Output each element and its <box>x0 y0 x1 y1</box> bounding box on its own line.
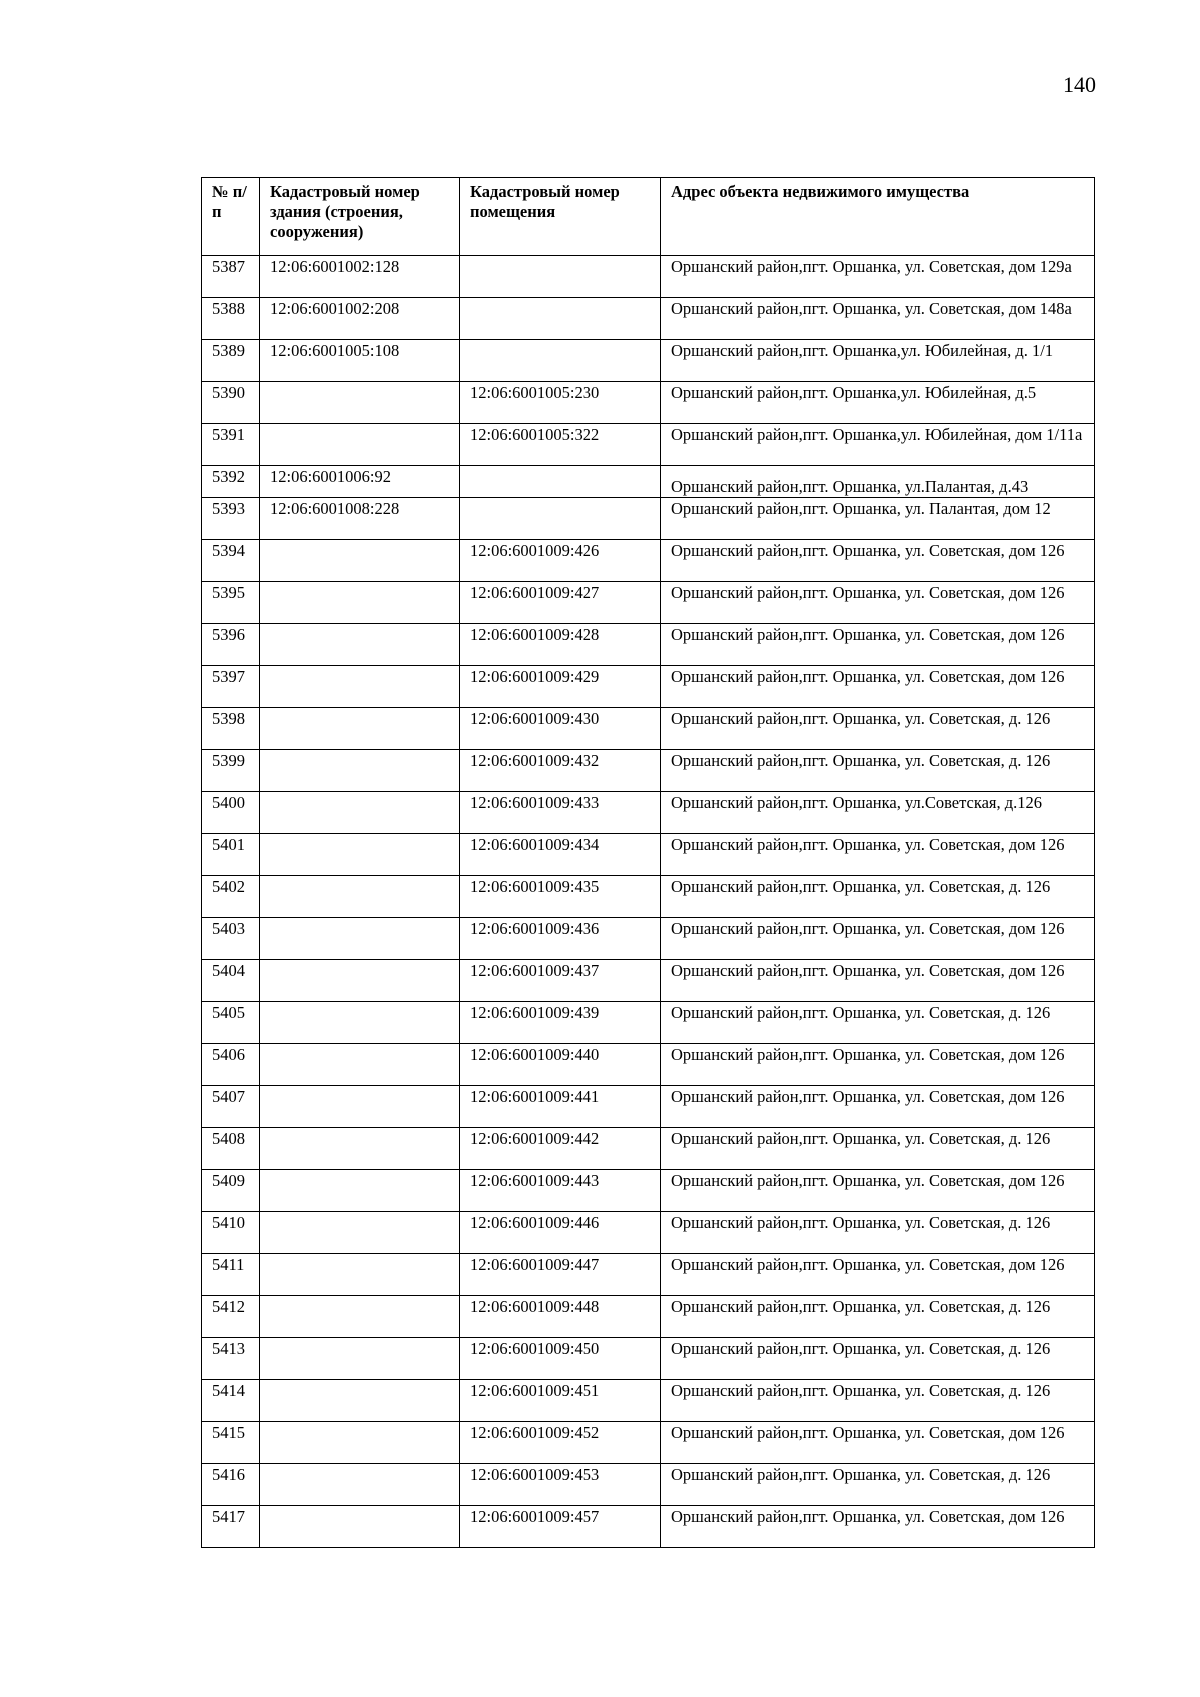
premise-cadastral-number <box>460 466 661 498</box>
object-address: Оршанский район,пгт. Оршанка, ул. Советская, д. 126 <box>661 1212 1095 1254</box>
building-cadastral-number <box>260 1254 460 1296</box>
object-address: Оршанский район,пгт. Оршанка, ул. Советская, д. 126 <box>661 876 1095 918</box>
object-address: Оршанский район,пгт. Оршанка, ул. Советская, дом 126 <box>661 540 1095 582</box>
building-cadastral-number <box>260 1338 460 1380</box>
table-row <box>202 582 1095 624</box>
building-cadastral-number <box>260 540 460 582</box>
premise-cadastral-number <box>460 498 661 540</box>
row-num: 5415 <box>202 1422 260 1464</box>
table-row <box>202 792 1095 834</box>
building-cadastral-number <box>260 960 460 1002</box>
object-address: Оршанский район,пгт. Оршанка, ул.Палантая, д.43 <box>661 466 1095 498</box>
table-row <box>202 624 1095 666</box>
table-body <box>202 256 1095 1548</box>
building-cadastral-number <box>260 624 460 666</box>
object-address: Оршанский район,пгт. Оршанка, ул. Советская, дом 126 <box>661 918 1095 960</box>
building-cadastral-number: 12:06:6001006:92 <box>260 466 460 498</box>
row-num: 5397 <box>202 666 260 708</box>
premise-cadastral-number <box>460 298 661 340</box>
object-address: Оршанский район,пгт. Оршанка, ул. Советская, дом 126 <box>661 1422 1095 1464</box>
premise-cadastral-number: 12:06:6001009:452 <box>460 1422 661 1464</box>
table-row <box>202 834 1095 876</box>
table-row <box>202 540 1095 582</box>
row-num: 5399 <box>202 750 260 792</box>
building-cadastral-number <box>260 1422 460 1464</box>
premise-cadastral-number: 12:06:6001009:434 <box>460 834 661 876</box>
building-cadastral-number <box>260 382 460 424</box>
premise-cadastral-number: 12:06:6001009:428 <box>460 624 661 666</box>
table-row <box>202 1506 1095 1548</box>
object-address: Оршанский район,пгт. Оршанка, ул. Палантая, дом 12 <box>661 498 1095 540</box>
object-address: Оршанский район,пгт. Оршанка, ул. Советская, дом 126 <box>661 1086 1095 1128</box>
row-num: 5394 <box>202 540 260 582</box>
header-premise-cadastral: Кадастровый номер помещения <box>460 178 661 256</box>
premise-cadastral-number: 12:06:6001009:429 <box>460 666 661 708</box>
premise-cadastral-number: 12:06:6001009:448 <box>460 1296 661 1338</box>
table-row <box>202 298 1095 340</box>
premise-cadastral-number: 12:06:6001009:437 <box>460 960 661 1002</box>
premise-cadastral-number: 12:06:6001009:430 <box>460 708 661 750</box>
row-num: 5413 <box>202 1338 260 1380</box>
building-cadastral-number <box>260 876 460 918</box>
object-address: Оршанский район,пгт. Оршанка,ул. Юбилейная, д.5 <box>661 382 1095 424</box>
table-row <box>202 1212 1095 1254</box>
object-address: Оршанский район,пгт. Оршанка, ул. Советская, д. 126 <box>661 750 1095 792</box>
object-address: Оршанский район,пгт. Оршанка, ул. Советская, дом 148а <box>661 298 1095 340</box>
building-cadastral-number <box>260 1296 460 1338</box>
premise-cadastral-number: 12:06:6001005:230 <box>460 382 661 424</box>
building-cadastral-number <box>260 834 460 876</box>
premise-cadastral-number: 12:06:6001009:426 <box>460 540 661 582</box>
row-num: 5398 <box>202 708 260 750</box>
row-num: 5404 <box>202 960 260 1002</box>
object-address: Оршанский район,пгт. Оршанка, ул. Советская, дом 126 <box>661 1254 1095 1296</box>
object-address: Оршанский район,пгт. Оршанка, ул. Советская, д. 126 <box>661 1002 1095 1044</box>
object-address: Оршанский район,пгт. Оршанка, ул. Советская, д. 126 <box>661 1464 1095 1506</box>
row-num: 5412 <box>202 1296 260 1338</box>
building-cadastral-number <box>260 1128 460 1170</box>
row-num: 5396 <box>202 624 260 666</box>
table-row <box>202 708 1095 750</box>
object-address: Оршанский район,пгт. Оршанка, ул. Советская, д. 126 <box>661 1380 1095 1422</box>
building-cadastral-number <box>260 1170 460 1212</box>
building-cadastral-number <box>260 1506 460 1548</box>
building-cadastral-number <box>260 424 460 466</box>
premise-cadastral-number: 12:06:6001009:435 <box>460 876 661 918</box>
row-num: 5416 <box>202 1464 260 1506</box>
building-cadastral-number <box>260 750 460 792</box>
object-address: Оршанский район,пгт. Оршанка, ул. Советская, д. 126 <box>661 1128 1095 1170</box>
row-num: 5391 <box>202 424 260 466</box>
premise-cadastral-number: 12:06:6001009:441 <box>460 1086 661 1128</box>
premise-cadastral-number: 12:06:6001009:439 <box>460 1002 661 1044</box>
building-cadastral-number <box>260 792 460 834</box>
premise-cadastral-number: 12:06:6001009:433 <box>460 792 661 834</box>
table-row <box>202 1086 1095 1128</box>
premise-cadastral-number: 12:06:6001009:427 <box>460 582 661 624</box>
object-address: Оршанский район,пгт. Оршанка, ул.Советская, д.126 <box>661 792 1095 834</box>
table-row <box>202 1044 1095 1086</box>
building-cadastral-number: 12:06:6001005:108 <box>260 340 460 382</box>
row-num: 5400 <box>202 792 260 834</box>
table-row <box>202 424 1095 466</box>
premise-cadastral-number: 12:06:6001009:457 <box>460 1506 661 1548</box>
premise-cadastral-number: 12:06:6001009:436 <box>460 918 661 960</box>
table-row <box>202 1254 1095 1296</box>
premise-cadastral-number: 12:06:6001009:432 <box>460 750 661 792</box>
object-address: Оршанский район,пгт. Оршанка, ул. Советская, дом 126 <box>661 624 1095 666</box>
table-row <box>202 1422 1095 1464</box>
table-row <box>202 1380 1095 1422</box>
row-num: 5387 <box>202 256 260 298</box>
header-address: Адрес объекта недвижимого имущества <box>661 178 1095 256</box>
row-num: 5407 <box>202 1086 260 1128</box>
object-address: Оршанский район,пгт. Оршанка, ул. Советская, дом 126 <box>661 1044 1095 1086</box>
object-address: Оршанский район,пгт. Оршанка, ул. Советская, дом 126 <box>661 834 1095 876</box>
row-num: 5405 <box>202 1002 260 1044</box>
table-row <box>202 1338 1095 1380</box>
row-num: 5402 <box>202 876 260 918</box>
table-row <box>202 1464 1095 1506</box>
premise-cadastral-number: 12:06:6001009:446 <box>460 1212 661 1254</box>
row-num: 5388 <box>202 298 260 340</box>
table-row <box>202 666 1095 708</box>
table-row <box>202 466 1095 498</box>
premise-cadastral-number <box>460 340 661 382</box>
row-num: 5395 <box>202 582 260 624</box>
table-row <box>202 382 1095 424</box>
premise-cadastral-number: 12:06:6001009:440 <box>460 1044 661 1086</box>
table-header <box>202 178 1095 256</box>
row-num: 5417 <box>202 1506 260 1548</box>
object-address: Оршанский район,пгт. Оршанка, ул. Советская, дом 126 <box>661 1506 1095 1548</box>
table-row <box>202 960 1095 1002</box>
premise-cadastral-number: 12:06:6001009:443 <box>460 1170 661 1212</box>
object-address: Оршанский район,пгт. Оршанка, ул. Советская, дом 126 <box>661 666 1095 708</box>
row-num: 5408 <box>202 1128 260 1170</box>
object-address: Оршанский район,пгт. Оршанка,ул. Юбилейная, дом 1/11а <box>661 424 1095 466</box>
row-num: 5414 <box>202 1380 260 1422</box>
row-num: 5401 <box>202 834 260 876</box>
header-building-cadastral: Кадастровый номер здания (строения, сооружения) <box>260 178 460 256</box>
building-cadastral-number <box>260 1212 460 1254</box>
table-row <box>202 750 1095 792</box>
building-cadastral-number <box>260 1002 460 1044</box>
object-address: Оршанский район,пгт. Оршанка, ул. Советская, дом 126 <box>661 960 1095 1002</box>
building-cadastral-number <box>260 582 460 624</box>
premise-cadastral-number: 12:06:6001009:450 <box>460 1338 661 1380</box>
header-row <box>202 178 1095 256</box>
table-row <box>202 876 1095 918</box>
object-address: Оршанский район,пгт. Оршанка, ул. Советская, д. 126 <box>661 1338 1095 1380</box>
row-num: 5409 <box>202 1170 260 1212</box>
building-cadastral-number <box>260 708 460 750</box>
building-cadastral-number <box>260 1464 460 1506</box>
page-number: 140 <box>1063 72 1096 97</box>
object-address: Оршанский район,пгт. Оршанка, ул. Советская, дом 126 <box>661 1170 1095 1212</box>
table-row <box>202 498 1095 540</box>
table-row <box>202 256 1095 298</box>
object-address: Оршанский район,пгт. Оршанка, ул. Советская, д. 126 <box>661 708 1095 750</box>
table-row <box>202 1170 1095 1212</box>
table-row <box>202 1002 1095 1044</box>
building-cadastral-number: 12:06:6001002:208 <box>260 298 460 340</box>
object-address: Оршанский район,пгт. Оршанка, ул. Советская, дом 126 <box>661 582 1095 624</box>
object-address: Оршанский район,пгт. Оршанка, ул. Советская, д. 126 <box>661 1296 1095 1338</box>
building-cadastral-number: 12:06:6001008:228 <box>260 498 460 540</box>
building-cadastral-number <box>260 666 460 708</box>
building-cadastral-number <box>260 1044 460 1086</box>
row-num: 5403 <box>202 918 260 960</box>
row-num: 5389 <box>202 340 260 382</box>
object-address: Оршанский район,пгт. Оршанка,ул. Юбилейная, д. 1/1 <box>661 340 1095 382</box>
table-row <box>202 918 1095 960</box>
object-address: Оршанский район,пгт. Оршанка, ул. Советская, дом 129а <box>661 256 1095 298</box>
premise-cadastral-number: 12:06:6001009:447 <box>460 1254 661 1296</box>
building-cadastral-number: 12:06:6001002:128 <box>260 256 460 298</box>
row-num: 5410 <box>202 1212 260 1254</box>
building-cadastral-number <box>260 1086 460 1128</box>
row-num: 5390 <box>202 382 260 424</box>
building-cadastral-number <box>260 918 460 960</box>
table-row <box>202 1296 1095 1338</box>
premise-cadastral-number <box>460 256 661 298</box>
premise-cadastral-number: 12:06:6001009:451 <box>460 1380 661 1422</box>
building-cadastral-number <box>260 1380 460 1422</box>
row-num: 5411 <box>202 1254 260 1296</box>
property-registry-table <box>201 177 1095 1548</box>
table-row <box>202 340 1095 382</box>
row-num: 5406 <box>202 1044 260 1086</box>
premise-cadastral-number: 12:06:6001005:322 <box>460 424 661 466</box>
table-row <box>202 1128 1095 1170</box>
premise-cadastral-number: 12:06:6001009:453 <box>460 1464 661 1506</box>
premise-cadastral-number: 12:06:6001009:442 <box>460 1128 661 1170</box>
header-num: № п/п <box>202 178 260 256</box>
row-num: 5393 <box>202 498 260 540</box>
row-num: 5392 <box>202 466 260 498</box>
